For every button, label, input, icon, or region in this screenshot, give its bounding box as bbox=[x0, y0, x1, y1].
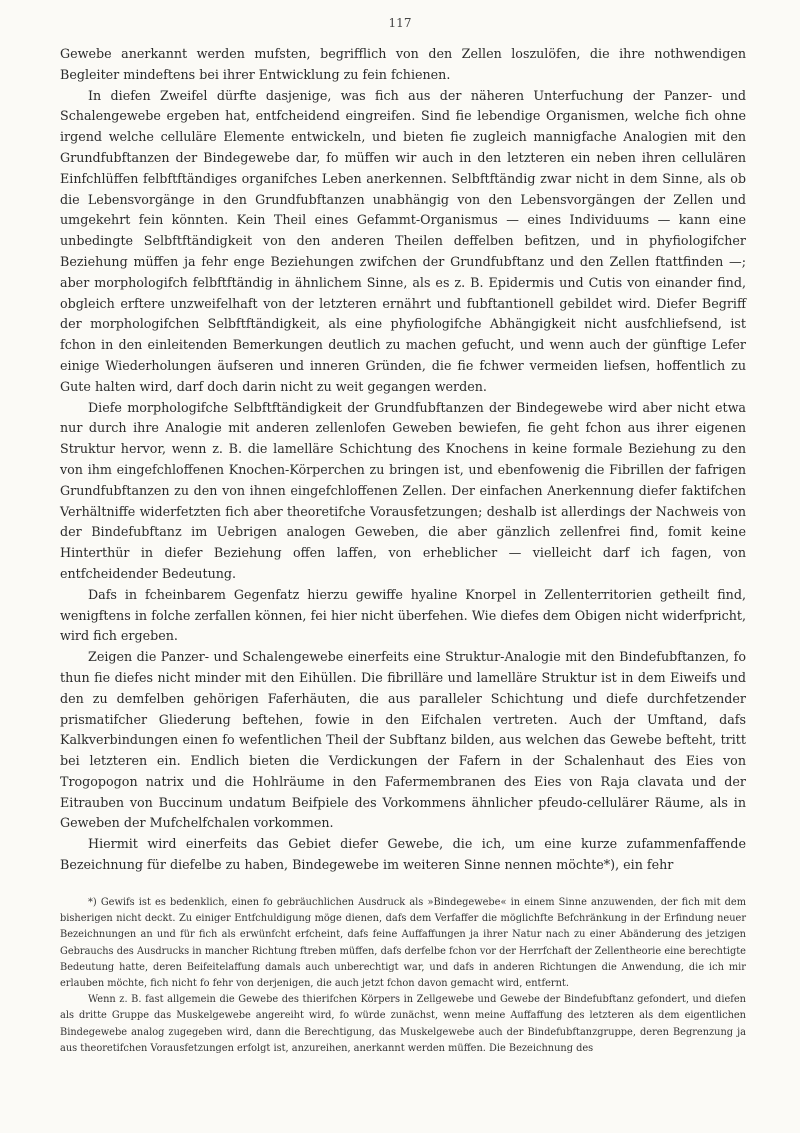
paragraph-2: In diefen Zweifel dürfte dasjenige, was fich aus der näheren Unterfuchung der Panzer- und Schalengewebe ergeben hat, entfcheidend eingreifen. Sind fie lebendige Organismen, welche fich ohne irgend welche celluläre Elemente entwickeln, und bieten fie zugleich mannigfache Analogien mit den Grundfubftanzen der Bindegewebe dar, fo müffen wir auch in den letzteren ein neben ihren cellulären Einfchlüffen felbftftändiges organifches Leben anerkennen. Selbftftändig zwar nicht in dem Sinne, als ob die Lebensvorgänge in den Grundfubftanzen unabhängig von den Lebensvorgängen der Zellen und umgekehrt fein könnten. Kein Theil eines Gefammt-Organismus — eines Individuums — kann eine unbedingte Selbftftändigkeit von den anderen Theilen deffelben befitzen, und in phyfiologifcher Beziehung müffen ja fehr enge Beziehungen zwifchen der Grundfubftanz und den Zellen ftattfinden —; aber morphologifch felbftftändig in ähnlichem Sinne, als es z. B. Epidermis und Cutis von einander find, obgleich erftere unzweifelhaft von der letzteren ernährt und fubftantionell gebildet wird. Diefer Begriff der morphologifchen Selbftftändigkeit, als eine phyfiologifche Abhängigkeit nicht ausfchliefsend, ist fchon in den einleitenden Bemerkungen deutlich zu machen gefucht, und wenn auch der günftige Lefer einige Wiederholungen äufseren und inneren Gründen, die fie fchwer vermeiden liefsen, hoffentlich zu Gute halten wird, darf doch darin nicht zu weit gegangen werden. bbox=[60, 87, 746, 394]
footnotes bbox=[60, 895, 746, 1057]
paragraph-1: Gewebe anerkannt werden mufsten, begrifflich von den Zellen loszulöfen, die ihre nothwendigen Begleiter mindeftens bei ihrer Entwicklung zu fein fchienen. bbox=[60, 46, 746, 82]
paragraph-6: Hiermit wird einerfeits das Gebiet diefer Gewebe, die ich, um eine kurze zufammenfaffende Bezeichnung für diefelbe zu haben, Bindegewebe im weiteren Sinne nennen möchte*), ein fehr bbox=[60, 836, 746, 873]
footnote-1: *) Gewifs ist es bedenklich, einen fo gebräuchlichen Ausdruck als »Bindegewebe« in einem Sinne anzuwenden, der fich mit dem bisherigen nicht deckt. Zu einiger Entfchuldigung möge dienen, dafs dem Verfaffer die möglichfte Befchränkung in der Erfindung neuer Bezeichnungen an und für fich als erwünfcht erfcheint, dafs feine Auffaffungen ja ihrer Natur nach zu einer Abänderung des jetzigen Gebrauchs des Ausdrucks in mancher Richtung ftreben müffen, dafs derfelbe fchon vor der Herrfchaft der Zellentheorie eine berechtigte Bedeutung hatte, deren Beifeitelaffung damals auch unberechtigt war, und dafs in anderen Richtungen die Anwendung, die ich mir erlauben möchte, fich nicht fo fehr von derjenigen, die auch jetzt fchon davon gemacht wird, entfernt. bbox=[60, 897, 746, 990]
paragraph-3: Diefe morphologifche Selbftftändigkeit der Grundfubftanzen der Bindegewebe wird aber nicht etwa nur durch ihre Analogie mit anderen zellenlofen Geweben bewiefen, fie geht fchon aus ihrer eigenen Struktur hervor, wenn z. B. die lamelläre Schichtung des Knochens in keine formale Beziehung zu den von ihm eingefchloffenen Knochen-Körperchen zu bringen ist, und ebenfowenig die Fibrillen der fafrigen Grundfubftanzen zu den von ihnen eingefchloffenen Zellen. Der einfachen Anerkennung diefer faktifchen Verhältniffe widerfetzten fich aber theoretifche Vorausfetzungen; deshalb ist allerdings der Nachweis von der Bindefubftanz im Uebrigen analogen Geweben, die aber gänzlich zellenfrei find, fomit keine Hinterthür in diefer Beziehung offen laffen, von erheblicher — vielleicht darf ich fagen, von entfcheidender Bedeutung. bbox=[60, 399, 746, 581]
paragraph-5: Zeigen die Panzer- und Schalengewebe einerfeits eine Struktur-Analogie mit den Bindefubftanzen, fo thun fie diefes nicht minder mit den Eihüllen. Die fibrilläre und lamelläre Struktur ist in dem Eiweifs und den zu demfelben gehörigen Faferhäuten, die aus paralleler Schichtung und diefe durchfetzender prismatifcher Gliederung beftehen, fowie in den Eifchalen vertreten. Auch der Umftand, dafs Kalkverbindungen einen fo wefentlichen Theil der Subftanz bilden, aus welchen das Gewebe befteht, tritt bei letzteren ein. Endlich bieten die Verdickungen der Fafern in der Schalenhaut des Eies von Trogopogon natrix und die Hohlräume in den Fafermembranen des Eies von Raja clavata und der Eitrauben von Buccinum undatum Beifpiele des Vorkommens ähnlicher pfeudo-cellulärer Räume, als in Geweben der Mufchelfchalen vorkommen. bbox=[60, 649, 746, 831]
page-number: 117 bbox=[388, 16, 412, 30]
body-text bbox=[60, 44, 746, 876]
footnote-2: Wenn z. B. fast allgemein die Gewebe des thierifchen Körpers in Zellgewebe und Gewebe der Bindefubftanz gefondert, und diefen als dritte Gruppe das Muskelgewebe angereiht wird, fo würde zunächst, wenn meine Auffaffung des letzteren als dem eigentlichen Bindegewebe analog zugegeben wird, dann die Berechtigung, das Muskelgewebe auch der Bindefubftanzgruppe, deren Begrenzung ja aus theoretifchen Vorausfetzungen erfolgt ist, anzureihen, anerkannt werden müffen. Die Bezeichnung des bbox=[60, 994, 746, 1054]
paragraph-4: Dafs in fcheinbarem Gegenfatz hierzu gewiffe hyaline Knorpel in Zellenterritorien getheilt find, wenigftens in folche zerfallen können, fei hier nicht überfehen. Wie diefes dem Obigen nicht widerfpricht, wird fich ergeben. bbox=[60, 586, 746, 644]
